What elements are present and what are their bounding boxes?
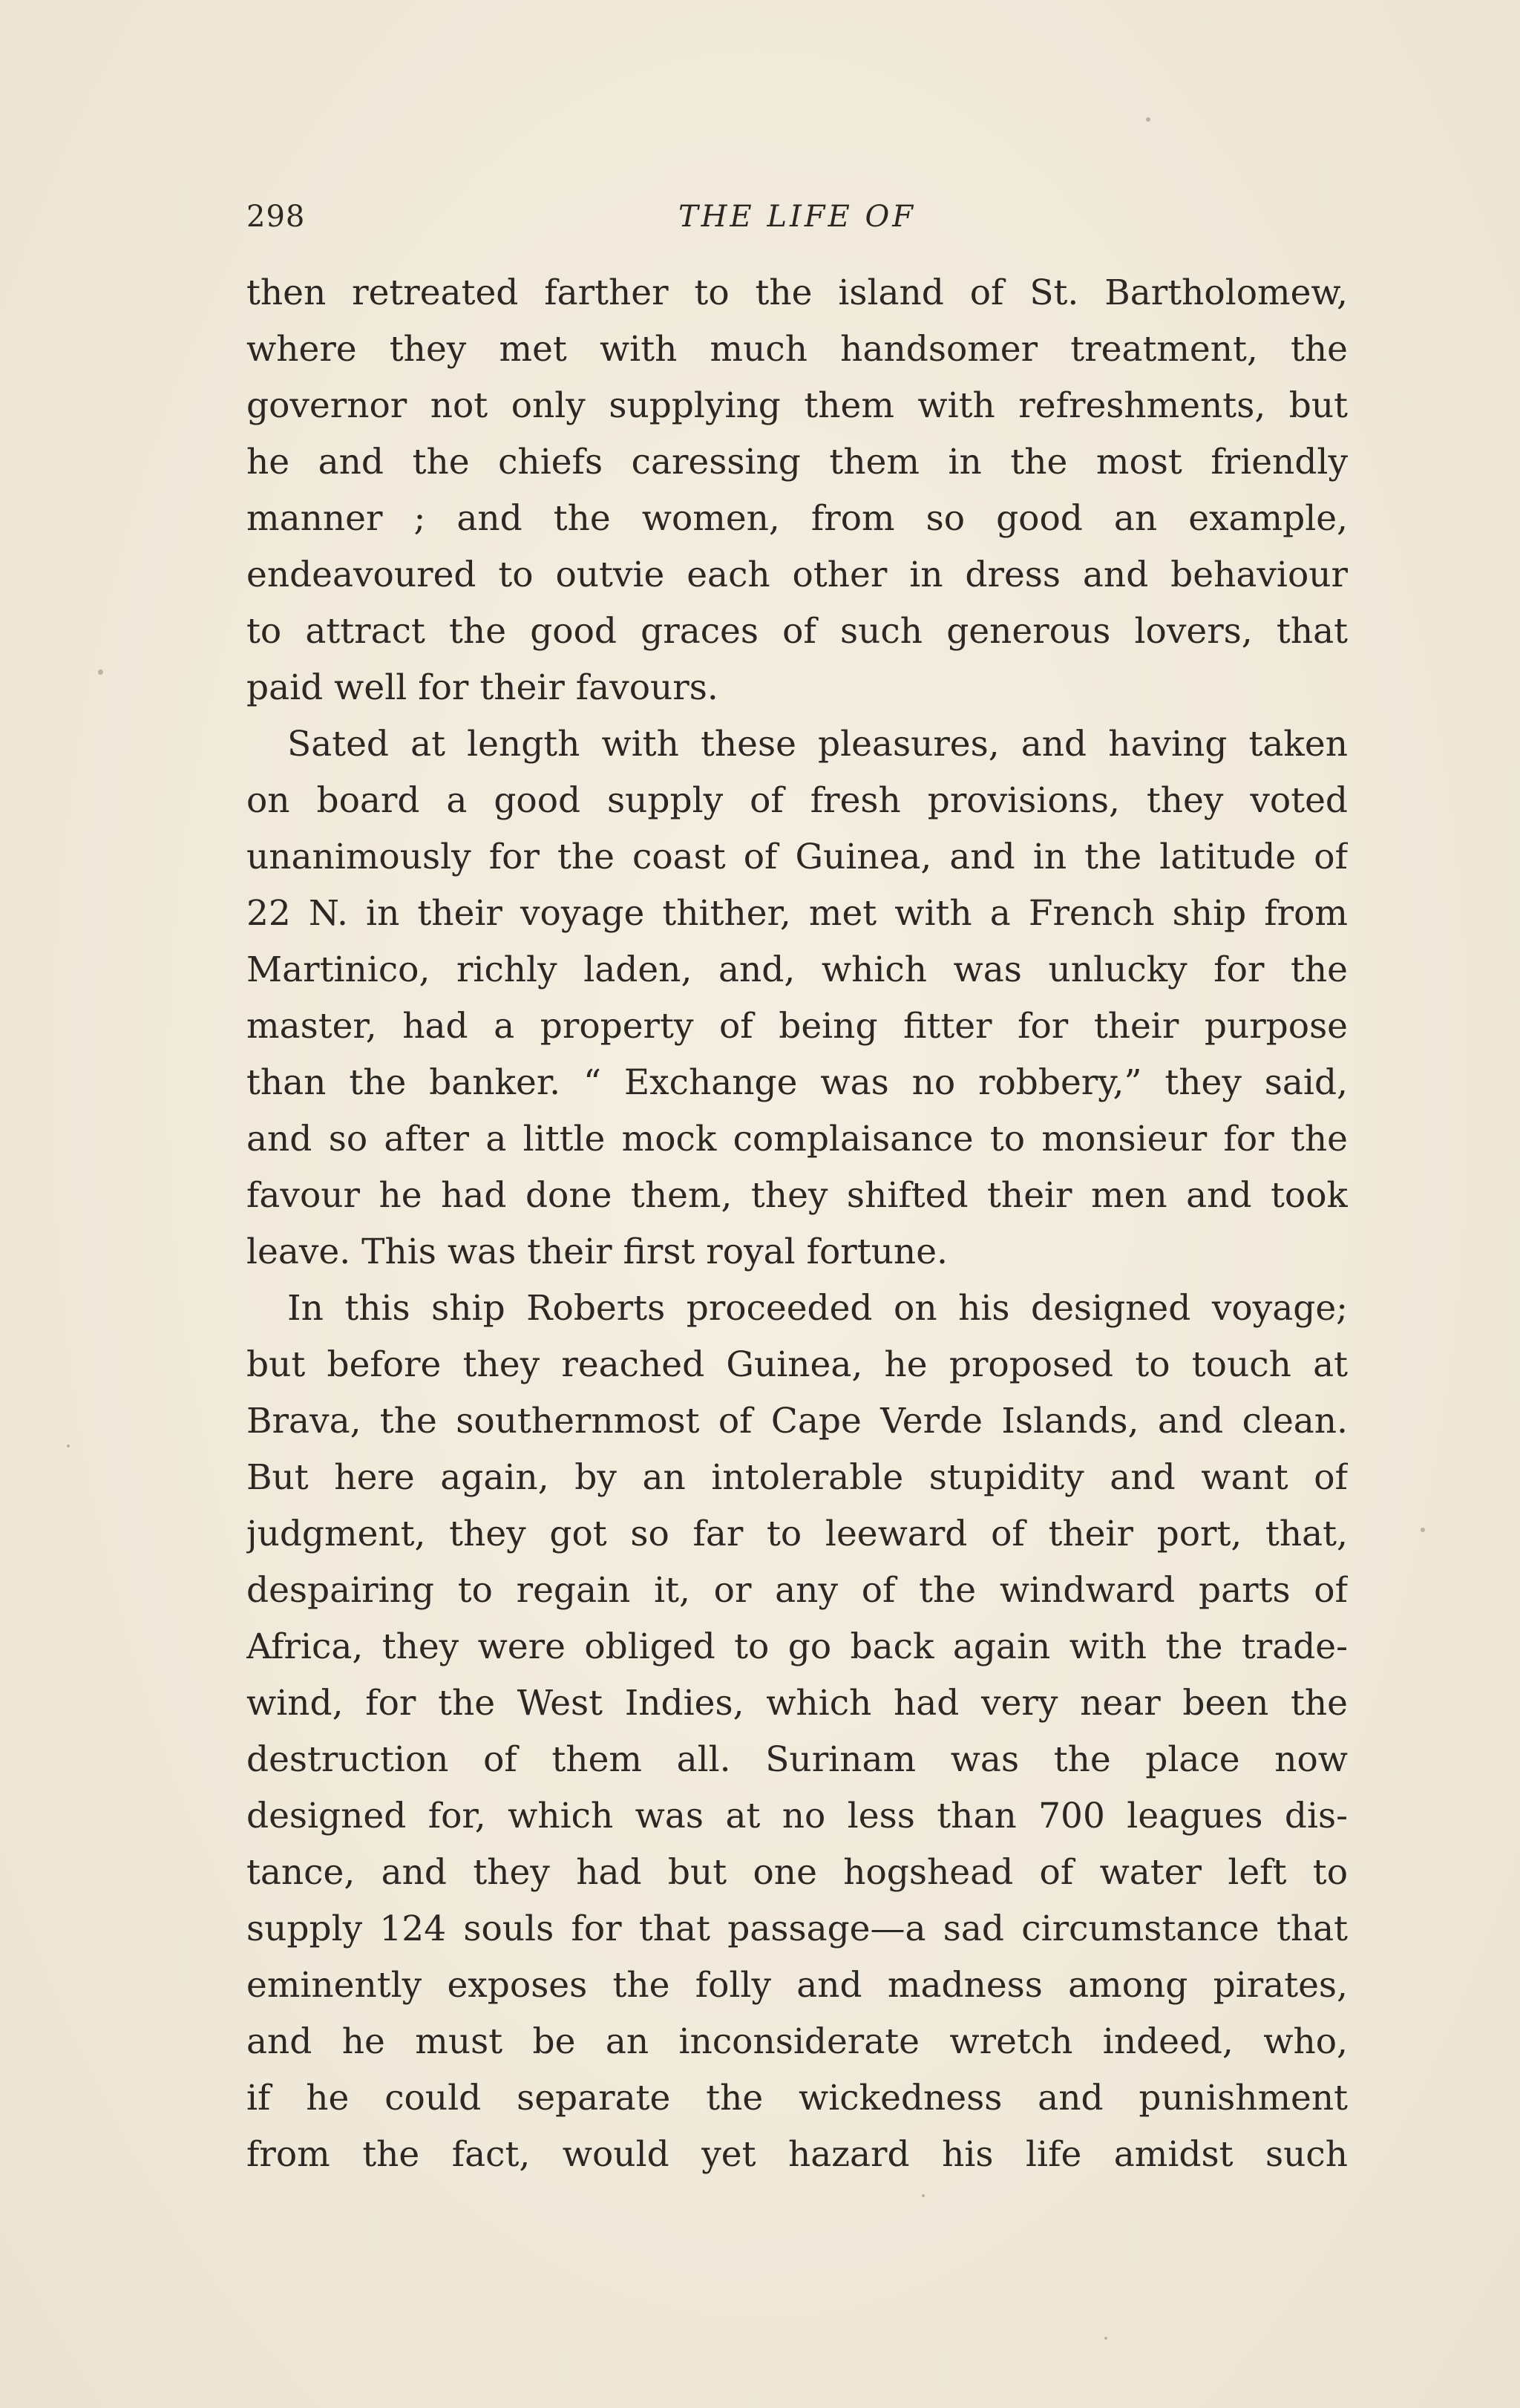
paper-speck <box>1104 2337 1107 2340</box>
text-line: to attract the good graces of such generous lovers, that <box>246 611 1348 652</box>
text-line: but before they reached Guinea, he proposed to touch at <box>246 1344 1348 1385</box>
text-line: despairing to regain it, or any of the windward parts of <box>246 1570 1348 1611</box>
text-line: favour he had done them, they shifted their men and took <box>246 1175 1348 1216</box>
text-line: governor not only supplying them with refreshments, but <box>246 385 1348 426</box>
text-line: eminently exposes the folly and madness among pirates, <box>246 1965 1348 2006</box>
text-line: supply 124 souls for that passage—a sad circumstance that <box>246 1908 1348 1949</box>
text-line: tance, and they had but one hogshead of water left to <box>246 1852 1348 1893</box>
text-line: where they met with much handsomer treatment, the <box>246 329 1348 370</box>
text-line: destruction of them all. Surinam was the place now <box>246 1739 1348 1780</box>
text-line: paid well for their favours. <box>246 667 718 708</box>
text-line: designed for, which was at no less than 700 leagues dis- <box>246 1796 1348 1836</box>
text-line: and he must be an inconsiderate wretch indeed, who, <box>246 2021 1348 2062</box>
paragraph-first-line: In this ship Roberts proceeded on his designed voyage; <box>287 1288 1348 1329</box>
text-line: But here again, by an intolerable stupidity and want of <box>246 1457 1348 1498</box>
text-line: on board a good supply of fresh provisions, they voted <box>246 780 1348 821</box>
paper-speck <box>1421 1528 1425 1532</box>
text-line: if he could separate the wickedness and punishment <box>246 2078 1348 2119</box>
paper-speck <box>98 670 103 675</box>
text-line: Brava, the southernmost of Cape Verde Islands, and clean. <box>246 1401 1348 1442</box>
text-line: wind, for the West Indies, which had very near been the <box>246 1683 1348 1724</box>
text-line: than the banker. “ Exchange was no robbery,” they said, <box>246 1062 1348 1103</box>
paper-speck <box>67 1445 70 1447</box>
text-line: 22 N. in their voyage thither, met with a French ship from <box>246 893 1348 934</box>
text-line: master, had a property of being fitter for their purpose <box>246 1006 1348 1047</box>
text-line: leave. This was their first royal fortune. <box>246 1231 948 1272</box>
text-line: and so after a little mock complaisance to monsieur for the <box>246 1119 1348 1159</box>
text-line: endeavoured to outvie each other in dress and behaviour <box>246 554 1348 595</box>
page-header <box>246 194 1348 239</box>
body-text <box>246 265 1348 2183</box>
paper-speck <box>922 2194 925 2197</box>
text-line: then retreated farther to the island of St. Bartholomew, <box>246 272 1348 313</box>
paper-speck <box>1146 117 1150 122</box>
text-line: unanimously for the coast of Guinea, and in the latitude of <box>246 837 1348 877</box>
page-number: 298 <box>246 200 306 234</box>
text-line: Africa, they were obliged to go back again with the trade- <box>246 1626 1348 1667</box>
text-line: he and the chiefs caressing them in the most friendly <box>246 442 1348 482</box>
text-line: judgment, they got so far to leeward of their port, that, <box>246 1514 1348 1554</box>
text-line: Martinico, richly laden, and, which was unlucky for the <box>246 949 1348 990</box>
paragraph-first-line: Sated at length with these pleasures, and having taken <box>287 724 1348 765</box>
running-head: THE LIFE OF <box>678 200 917 234</box>
text-line: from the fact, would yet hazard his life amidst such <box>246 2134 1348 2175</box>
text-line: manner ; and the women, from so good an example, <box>246 498 1348 539</box>
